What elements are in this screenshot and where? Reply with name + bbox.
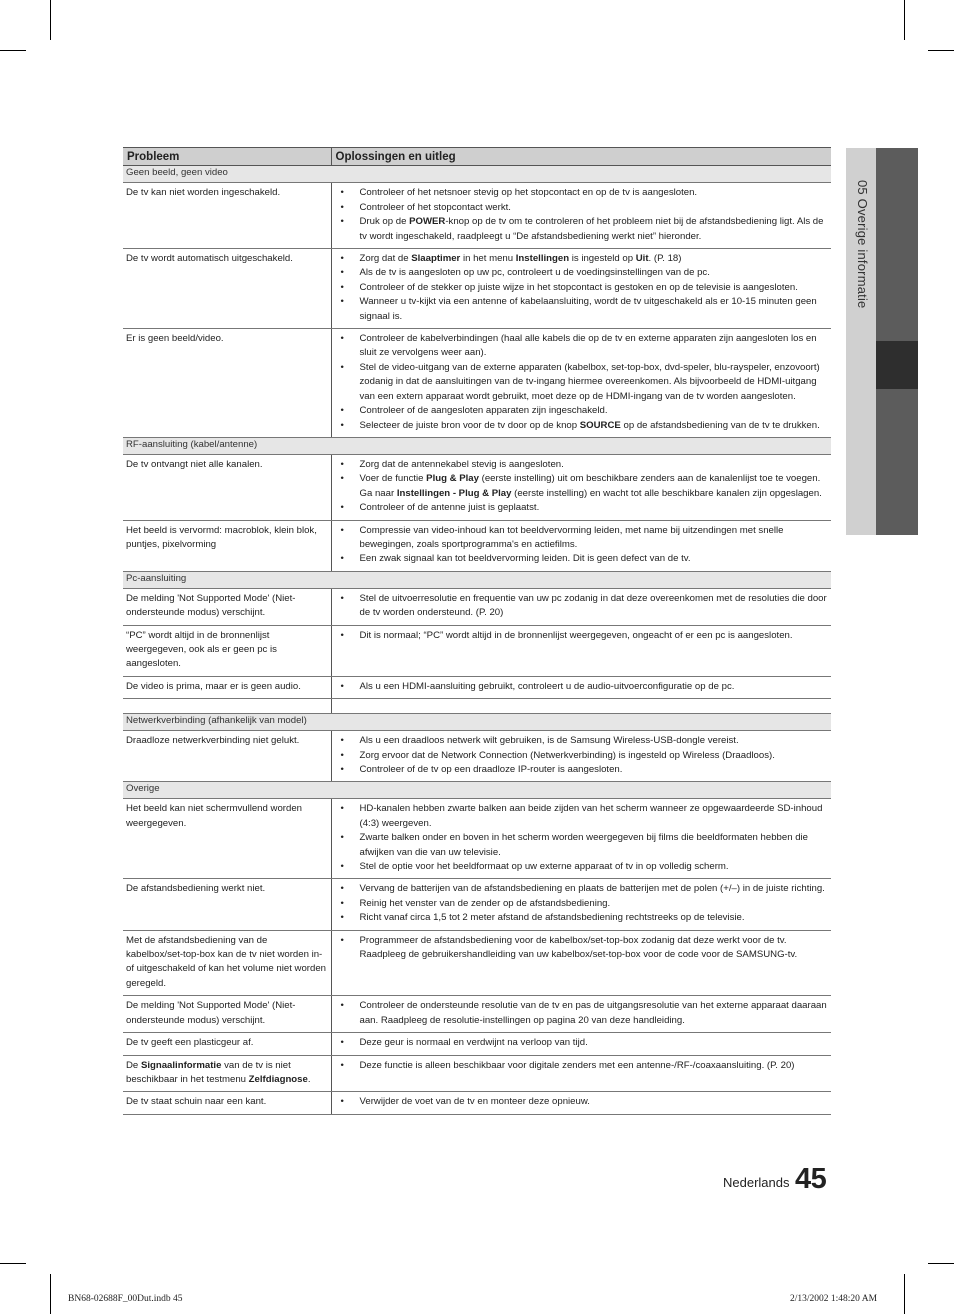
solution-item: • Verwijder de voet van de tv en monteer deze opnieuw.: [332, 1095, 828, 1109]
section-label: Overige: [123, 782, 831, 799]
solution-cell: [331, 996, 831, 1033]
problem-cell: De tv kan niet worden ingeschakeld.: [123, 183, 331, 249]
solution-item: • Controleer of de stekker op juiste wijze in het stopcontact is gestoken en op de televisie is aangesloten.: [332, 281, 828, 295]
section-row: [123, 571, 831, 588]
solution-list: [332, 332, 828, 433]
solution-item: • Reinig het venster van de zender op de afstandsbediening.: [332, 897, 828, 911]
table-row: [123, 1055, 831, 1092]
solution-item: • Deze geur is normaal en verdwijnt na verloop van tijd.: [332, 1036, 828, 1050]
table-row: [123, 731, 831, 782]
solution-list: [332, 629, 828, 643]
problem-cell: De afstandsbediening werkt niet.: [123, 879, 331, 930]
problem-cell: De Signaalinformatie van de tv is niet beschikbaar in het testmenu Zelfdiagnose.: [123, 1055, 331, 1092]
solution-list: [332, 252, 828, 324]
solution-cell: [331, 588, 831, 625]
solution-list: [332, 999, 828, 1028]
solution-item: • Druk op de POWER-knop op de tv om te controleren of het probleem niet bij de afstandsbediening ligt. Als de tv wordt ingeschakeld, raadpleegt u “De afstandsbediening werkt niet” hieronder.: [332, 215, 828, 244]
solution-cell: [331, 676, 831, 698]
problem-cell: De tv ontvangt niet alle kanalen.: [123, 454, 331, 520]
solution-cell: [331, 249, 831, 329]
solution-list: [332, 458, 828, 516]
solution-item: • Stel de uitvoerresolutie en frequentie van uw pc zodanig in dat deze overeenkomen met de resoluties die door de tv worden ondersteund. (P. 20): [332, 592, 828, 621]
section-row: [123, 437, 831, 454]
solution-cell: [331, 799, 831, 879]
problem-cell: Er is geen beeld/video.: [123, 329, 331, 438]
solution-item: • Een zwak signaal kan tot beeldvervorming leiden. Dit is geen defect van de tv.: [332, 552, 828, 566]
solution-item: • Deze functie is alleen beschikbaar voor digitale zenders met een antenne-/RF-/coaxaansluiting. (P. 20): [332, 1059, 828, 1073]
spacer-row: [123, 699, 831, 714]
problem-cell: De tv geeft een plasticgeur af.: [123, 1033, 331, 1055]
chapter-tab: [876, 389, 918, 535]
header-problem: Probleem: [123, 148, 331, 166]
section-row: [123, 782, 831, 799]
table-row: [123, 625, 831, 676]
troubleshooting-table: [123, 147, 831, 1115]
solution-list: [332, 186, 828, 244]
solution-item: • Controleer of de aangesloten apparaten zijn ingeschakeld.: [332, 404, 828, 418]
solution-list: [332, 680, 828, 694]
solution-list: [332, 1059, 828, 1073]
solution-item: • Dit is normaal; “PC” wordt altijd in de bronnenlijst weergegeven, ongeacht of er een pc is aangesloten.: [332, 629, 828, 643]
crop-mark: [904, 0, 905, 40]
chapter-label: 05 Overige informatie: [855, 180, 870, 309]
solution-item: • Zwarte balken onder en boven in het scherm worden weergegeven bij films die beeldformaten hebben die afwijken van die van uw televisie.: [332, 831, 828, 860]
section-row: [123, 714, 831, 731]
problem-cell: De tv staat schuin naar een kant.: [123, 1092, 331, 1114]
table-body: [123, 166, 831, 1114]
spacer-cell: [331, 699, 831, 714]
section-row: [123, 166, 831, 183]
solution-item: • Als de tv is aangesloten op uw pc, controleert u de voedingsinstellingen van de pc.: [332, 266, 828, 280]
table-row: [123, 249, 831, 329]
page-number: 45: [795, 1163, 827, 1195]
solution-list: [332, 734, 828, 777]
table-row: [123, 799, 831, 879]
solution-item: • Als u een draadloos netwerk wilt gebruiken, is de Samsung Wireless-USB-dongle vereist.: [332, 734, 828, 748]
solution-item: • Selecteer de juiste bron voor de tv door op de knop SOURCE op de afstandsbediening van de tv te drukken.: [332, 419, 828, 433]
solution-cell: [331, 183, 831, 249]
table-row: [123, 183, 831, 249]
crop-mark: [904, 1274, 905, 1314]
solution-list: [332, 882, 828, 925]
table-row: [123, 1033, 831, 1055]
footer-language: Nederlands: [723, 1175, 790, 1190]
section-label: RF-aansluiting (kabel/antenne): [123, 437, 831, 454]
problem-cell: De video is prima, maar er is geen audio.: [123, 676, 331, 698]
solution-item: • Richt vanaf circa 1,5 tot 2 meter afstand de afstandsbediening rechtstreeks op de televisie.: [332, 911, 828, 925]
chapter-tab: [876, 148, 918, 341]
solution-item: • Controleer of het stopcontact werkt.: [332, 201, 828, 215]
solution-cell: [331, 520, 831, 571]
solution-item: • Controleer de kabelverbindingen (haal alle kabels die op de tv en externe apparaten zijn aangesloten los en sluit ze vervolgens weer aan).: [332, 332, 828, 361]
solution-list: [332, 1095, 828, 1109]
crop-mark: [0, 1263, 26, 1264]
solution-cell: [331, 1092, 831, 1114]
problem-cell: “PC” wordt altijd in de bronnenlijst weergegeven, ook als er geen pc is aangesloten.: [123, 625, 331, 676]
chapter-tab-active: [876, 341, 918, 389]
solution-list: [332, 524, 828, 567]
solution-list: [332, 934, 828, 963]
solution-cell: [331, 625, 831, 676]
problem-cell: Draadloze netwerkverbinding niet gelukt.: [123, 731, 331, 782]
solution-cell: [331, 930, 831, 996]
table-row: [123, 930, 831, 996]
solution-item: • Stel de video-uitgang van de externe apparaten (kabelbox, set-top-box, dvd-speler, blu-rayspeler, enzovoort) zodanig in dat de aansluitingen van de tv-ingang hiermee overeenkomen. Als bijvoorbeeld de HDMI-uitgang van een extern apparaat wordt gebruikt, moet deze op de HDMI-ingang van de tv worden aangesloten.: [332, 361, 828, 404]
crop-mark: [928, 1263, 954, 1264]
problem-cell: De tv wordt automatisch uitgeschakeld.: [123, 249, 331, 329]
crop-mark: [0, 50, 26, 51]
solution-item: • Controleer of de tv op een draadloze IP-router is aangesloten.: [332, 763, 828, 777]
problem-cell: Het beeld is vervormd: macroblok, klein blok, puntjes, pixelvorming: [123, 520, 331, 571]
solution-list: [332, 802, 828, 874]
table-row: [123, 520, 831, 571]
table-header-row: [123, 148, 831, 166]
table-row: [123, 996, 831, 1033]
table-row: [123, 676, 831, 698]
crop-mark: [50, 0, 51, 40]
crop-mark: [928, 50, 954, 51]
table-row: [123, 454, 831, 520]
problem-cell: De melding 'Not Supported Mode' (Niet-ondersteunde modus) verschijnt.: [123, 588, 331, 625]
problem-cell: Het beeld kan niet schermvullend worden weergegeven.: [123, 799, 331, 879]
solution-item: • Zorg dat de Slaaptimer in het menu Instellingen is ingesteld op Uit. (P. 18): [332, 252, 828, 266]
solution-item: • HD-kanalen hebben zwarte balken aan beide zijden van het scherm wanneer ze opgewaardeerde SD-inhoud (4:3) weergeven.: [332, 802, 828, 831]
solution-item: • Controleer de ondersteunde resolutie van de tv en pas de uitgangsresolutie van het externe apparaat daaraan aan. Raadpleeg de resolutie-instellingen op pagina 20 van deze handleiding.: [332, 999, 828, 1028]
solution-item: • Zorg ervoor dat de Network Connection (Netwerkverbinding) is ingesteld op Wireless (Draadloos).: [332, 749, 828, 763]
solution-cell: [331, 1033, 831, 1055]
print-slug-timestamp: 2/13/2002 1:48:20 AM: [790, 1294, 878, 1304]
solution-cell: [331, 1055, 831, 1092]
table-row: [123, 1092, 831, 1114]
problem-cell: Met de afstandsbediening van de kabelbox/set-top-box kan de tv niet worden in- of uitgeschakeld of kan het volume niet worden geregeld.: [123, 930, 331, 996]
solution-cell: [331, 454, 831, 520]
section-label: Pc-aansluiting: [123, 571, 831, 588]
print-slug-file: BN68-02688F_00Dut.indb 45: [68, 1294, 183, 1304]
solution-cell: [331, 879, 831, 930]
solution-item: • Stel de optie voor het beeldformaat op uw externe apparaat of tv in op volledig scherm.: [332, 860, 828, 874]
header-solution: Oplossingen en uitleg: [331, 148, 831, 166]
table-row: [123, 588, 831, 625]
problem-cell: De melding 'Not Supported Mode' (Niet-ondersteunde modus) verschijnt.: [123, 996, 331, 1033]
solution-list: [332, 592, 828, 621]
section-label: Geen beeld, geen video: [123, 166, 831, 183]
solution-item: • Controleer of de antenne juist is geplaatst.: [332, 501, 828, 515]
solution-item: • Voer de functie Plug & Play (eerste instelling) uit om beschikbare zenders aan de kanalenlijst toe te voegen. Ga naar Instellingen - Plug & Play (eerste instelling) en wacht tot alle beschikbare kanalen zijn opgeslagen.: [332, 472, 828, 501]
solution-item: • Als u een HDMI-aansluiting gebruikt, controleert u de audio-uitvoerconfiguratie op de pc.: [332, 680, 828, 694]
solution-item: • Zorg dat de antennekabel stevig is aangesloten.: [332, 458, 828, 472]
table-row: [123, 329, 831, 438]
solution-item: • Vervang de batterijen van de afstandsbediening en plaats de batterijen met de polen (+/–) in de juiste richting.: [332, 882, 828, 896]
table-row: [123, 879, 831, 930]
solution-cell: [331, 731, 831, 782]
crop-mark: [50, 1274, 51, 1314]
section-label: Netwerkverbinding (afhankelijk van model): [123, 714, 831, 731]
solution-item: • Controleer of het netsnoer stevig op het stopcontact en op de tv is aangesloten.: [332, 186, 828, 200]
solution-cell: [331, 329, 831, 438]
solution-list: [332, 1036, 828, 1050]
solution-item: • Programmeer de afstandsbediening voor de kabelbox/set-top-box zodanig dat deze werkt voor de tv. Raadpleeg de gebruikershandleiding van uw kabelbox/set-top-box voor de code voor de SAMSUNG-tv.: [332, 934, 828, 963]
solution-item: • Wanneer u tv-kijkt via een antenne of kabelaansluiting, wordt de tv uitgeschakeld als er 10-15 minuten geen signaal is.: [332, 295, 828, 324]
solution-item: • Compressie van video-inhoud kan tot beeldvervorming leiden, met name bij uitzendingen met snelle bewegingen, zoals sportprogramma's en actiefilms.: [332, 524, 828, 553]
spacer-cell: [123, 699, 331, 714]
